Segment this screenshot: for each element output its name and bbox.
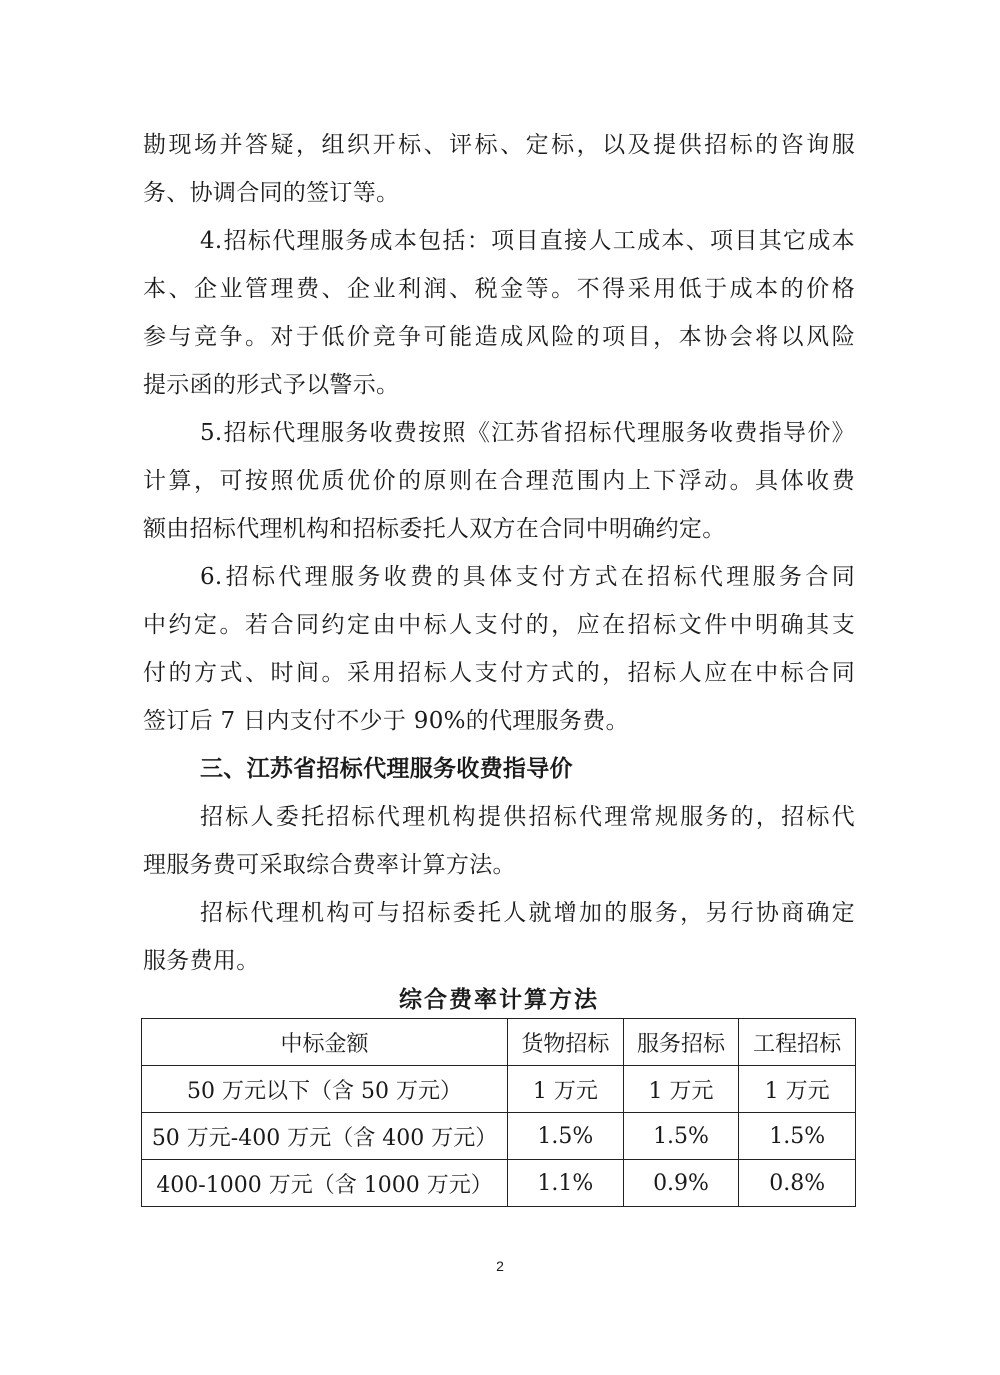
text-line: 提示函的形式予以警示。 bbox=[143, 372, 400, 398]
page-number: 2 bbox=[496, 1258, 504, 1274]
text-line: 参与竞争。对于低价竞争可能造成风险的项目，本协会将以风险 bbox=[143, 324, 855, 350]
text-line: 计算，可按照优质优价的原则在合理范围内上下浮动。具体收费 bbox=[143, 468, 855, 494]
text-line: 招标代理机构可与招标委托人就增加的服务，另行协商确定 bbox=[200, 900, 855, 926]
paragraph-rate-method bbox=[143, 793, 855, 889]
table-row bbox=[142, 1113, 856, 1160]
table-cell: 1.1% bbox=[508, 1160, 624, 1207]
table-cell: 0.9% bbox=[623, 1160, 739, 1207]
text-line: 中约定。若合同约定由中标人支付的，应在招标文件中明确其支 bbox=[143, 612, 855, 638]
table-title: 综合费率计算方法 bbox=[399, 986, 599, 1013]
paragraph-item-6 bbox=[143, 553, 855, 745]
paragraph-item-4 bbox=[143, 217, 855, 409]
table-row bbox=[142, 1160, 856, 1207]
section-heading bbox=[143, 745, 855, 793]
body-text bbox=[143, 121, 855, 985]
table-header-row bbox=[142, 1019, 856, 1066]
table-cell: 1.5% bbox=[623, 1113, 739, 1160]
table-row bbox=[142, 1066, 856, 1113]
text-line: 额由招标代理机构和招标委托人双方在合同中明确约定。 bbox=[143, 516, 726, 542]
text-line: 付的方式、时间。采用招标人支付方式的，招标人应在中标合同 bbox=[143, 660, 855, 686]
text-line: 理服务费可采取综合费率计算方法。 bbox=[143, 852, 516, 878]
text-line: 招标人委托招标代理机构提供招标代理常规服务的，招标代 bbox=[200, 804, 855, 830]
header-cell-amount: 中标金额 bbox=[142, 1019, 508, 1066]
table-cell: 50 万元-400 万元（含 400 万元） bbox=[142, 1113, 508, 1160]
table-cell: 1 万元 bbox=[508, 1066, 624, 1113]
table-cell: 1.5% bbox=[739, 1113, 856, 1160]
header-cell-services: 服务招标 bbox=[623, 1019, 739, 1066]
text-line: 4.招标代理服务成本包括：项目直接人工成本、项目其它成本 bbox=[200, 228, 855, 254]
heading-line: 三、江苏省招标代理服务收费指导价 bbox=[200, 755, 573, 782]
fee-rate-table bbox=[141, 1018, 856, 1207]
table-cell: 1.5% bbox=[508, 1113, 624, 1160]
header-cell-goods: 货物招标 bbox=[508, 1019, 624, 1066]
table-cell: 0.8% bbox=[739, 1160, 856, 1207]
paragraph-site-visit bbox=[143, 121, 855, 217]
text-line: 5.招标代理服务收费按照《江苏省招标代理服务收费指导价》 bbox=[200, 420, 855, 446]
paragraph-item-5 bbox=[143, 409, 855, 553]
text-line: 务、协调合同的签订等。 bbox=[143, 180, 400, 206]
header-cell-engineering: 工程招标 bbox=[739, 1019, 856, 1066]
paragraph-additional-services bbox=[143, 889, 855, 985]
text-line: 服务费用。 bbox=[143, 948, 260, 974]
table-cell: 1 万元 bbox=[623, 1066, 739, 1113]
text-line: 签订后 7 日内支付不少于 90%的代理服务费。 bbox=[143, 708, 629, 734]
table-cell: 400-1000 万元（含 1000 万元） bbox=[142, 1160, 508, 1207]
table-cell: 50 万元以下（含 50 万元） bbox=[142, 1066, 508, 1113]
text-line: 勘现场并答疑，组织开标、评标、定标，以及提供招标的咨询服 bbox=[143, 132, 855, 158]
table-cell: 1 万元 bbox=[739, 1066, 856, 1113]
text-line: 6.招标代理服务收费的具体支付方式在招标代理服务合同 bbox=[200, 564, 855, 590]
text-line: 本、企业管理费、企业利润、税金等。不得采用低于成本的价格 bbox=[143, 276, 855, 302]
